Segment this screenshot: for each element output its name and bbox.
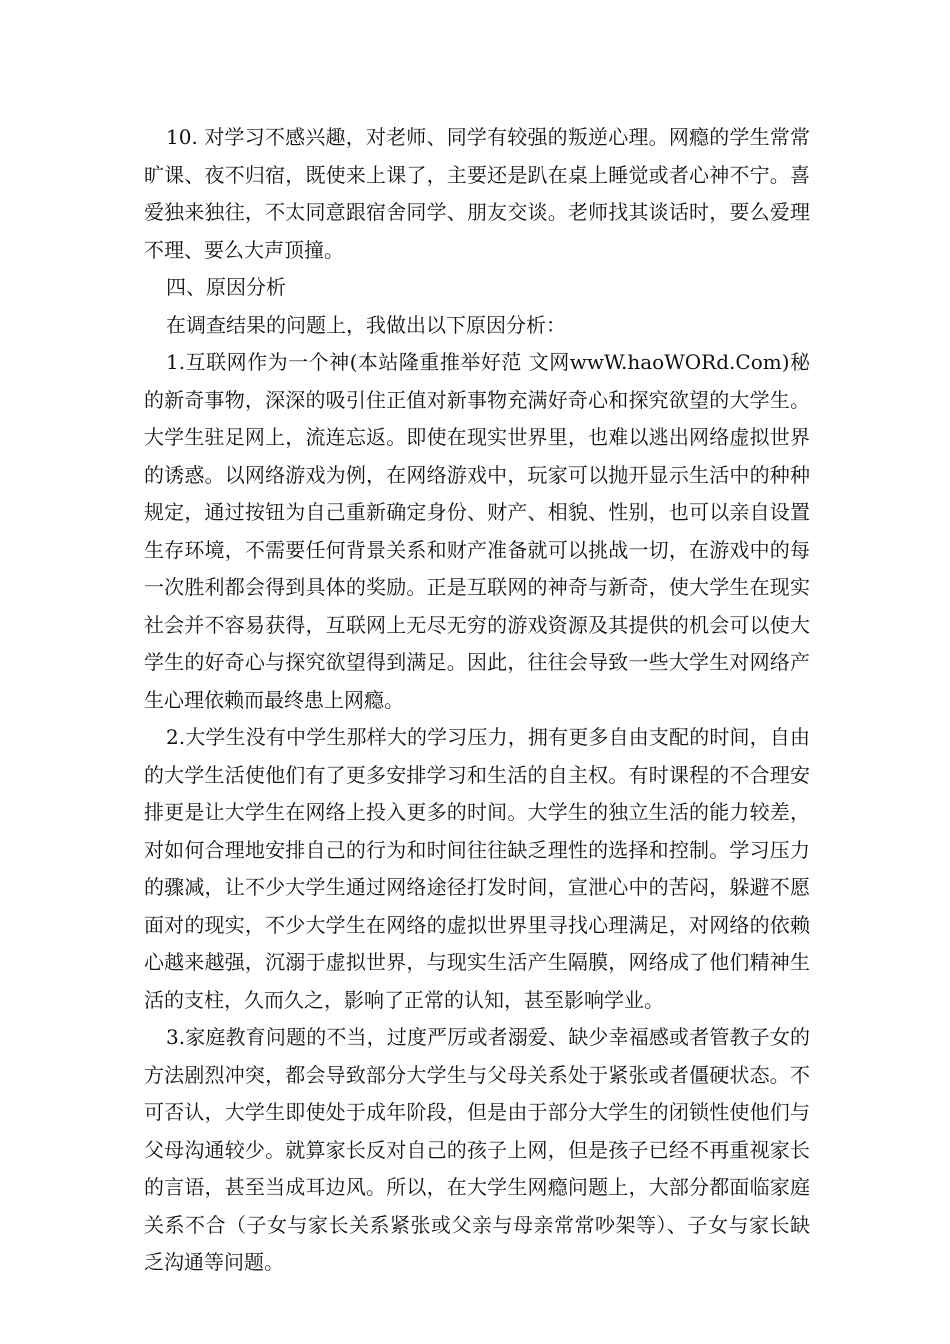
document-body <box>144 119 810 1282</box>
paragraph-cause-2: 2.大学生没有中学生那样大的学习压力，拥有更多自由支配的时间，自由的大学生活使他们有了更多安排学习和生活的自主权。有时课程的不合理安排更是让大学生在网络上投入更多的时间。大学生的独立生活的能力较差，对如何合理地安排自己的行为和时间往往缺乏理性的选择和控制。学习压力的骤减，让不少大学生通过网络途径打发时间，宣泄心中的苦闷，躲避不愿面对的现实，不少大学生在网络的虚拟世界里寻找心理满足，对网络的依赖心越来越强，沉溺于虚拟世界，与现实生活产生隔膜，网络成了他们精神生活的支柱，久而久之，影响了正常的认知，甚至影响学业。 <box>144 725 810 1012</box>
paragraph-item-10: 10. 对学习不感兴趣，对老师、同学有较强的叛逆心理。网瘾的学生常常旷课、夜不归宿，既使来上课了，主要还是趴在桌上睡觉或者心神不宁。喜爱独来独往，不太同意跟宿舍同学、朋友交谈。老师找其谈话时，要么爱理不理、要么大声顶撞。 <box>144 125 810 262</box>
paragraph-cause-3: 3.家庭教育问题的不当，过度严厉或者溺爱、缺少幸福感或者管教子女的方法剧烈冲突，都会导致部分大学生与父母关系处于紧张或者僵硬状态。不可否认，大学生即使处于成年阶段，但是由于部分大学生的闭锁性使他们与父母沟通较少。就算家长反对自己的孩子上网，但是孩子已经不再重视家长的言语，甚至当成耳边风。所以，在大学生网瘾问题上，大部分都面临家庭关系不合（子女与家长关系紧张或父亲与母亲常常吵架等）、子女与家长缺乏沟通等问题。 <box>144 1025 810 1274</box>
section-heading-cause-analysis: 四、原因分析 <box>166 275 286 299</box>
paragraph-intro: 在调查结果的问题上，我做出以下原因分析： <box>166 312 566 337</box>
paragraph-cause-1: 1.互联网作为一个神(本站隆重推举好范 文网wwW.haoWORd.Com)秘的新奇事物，深深的吸引住正值对新事物充满好奇心和探究欲望的大学生。大学生驻足网上，流连忘返。即使在现实世界里，也难以逃出网络虚拟世界的诱惑。以网络游戏为例，在网络游戏中，玩家可以抛开显示生活中的种种规定，通过按钮为自己重新确定身份、财产、相貌、性别，也可以亲自设置生存环境，不需要任何背景关系和财产准备就可以挑战一切，在游戏中的每一次胜利都会得到具体的奖励。正是互联网的神奇与新奇，使大学生在现实社会并不容易获得，互联网上无尽无穷的游戏资源及其提供的机会可以使大学生的好奇心与探究欲望得到满足。因此，往往会导致一些大学生对网络产生心理依赖而最终患上网瘾。 <box>144 350 810 712</box>
